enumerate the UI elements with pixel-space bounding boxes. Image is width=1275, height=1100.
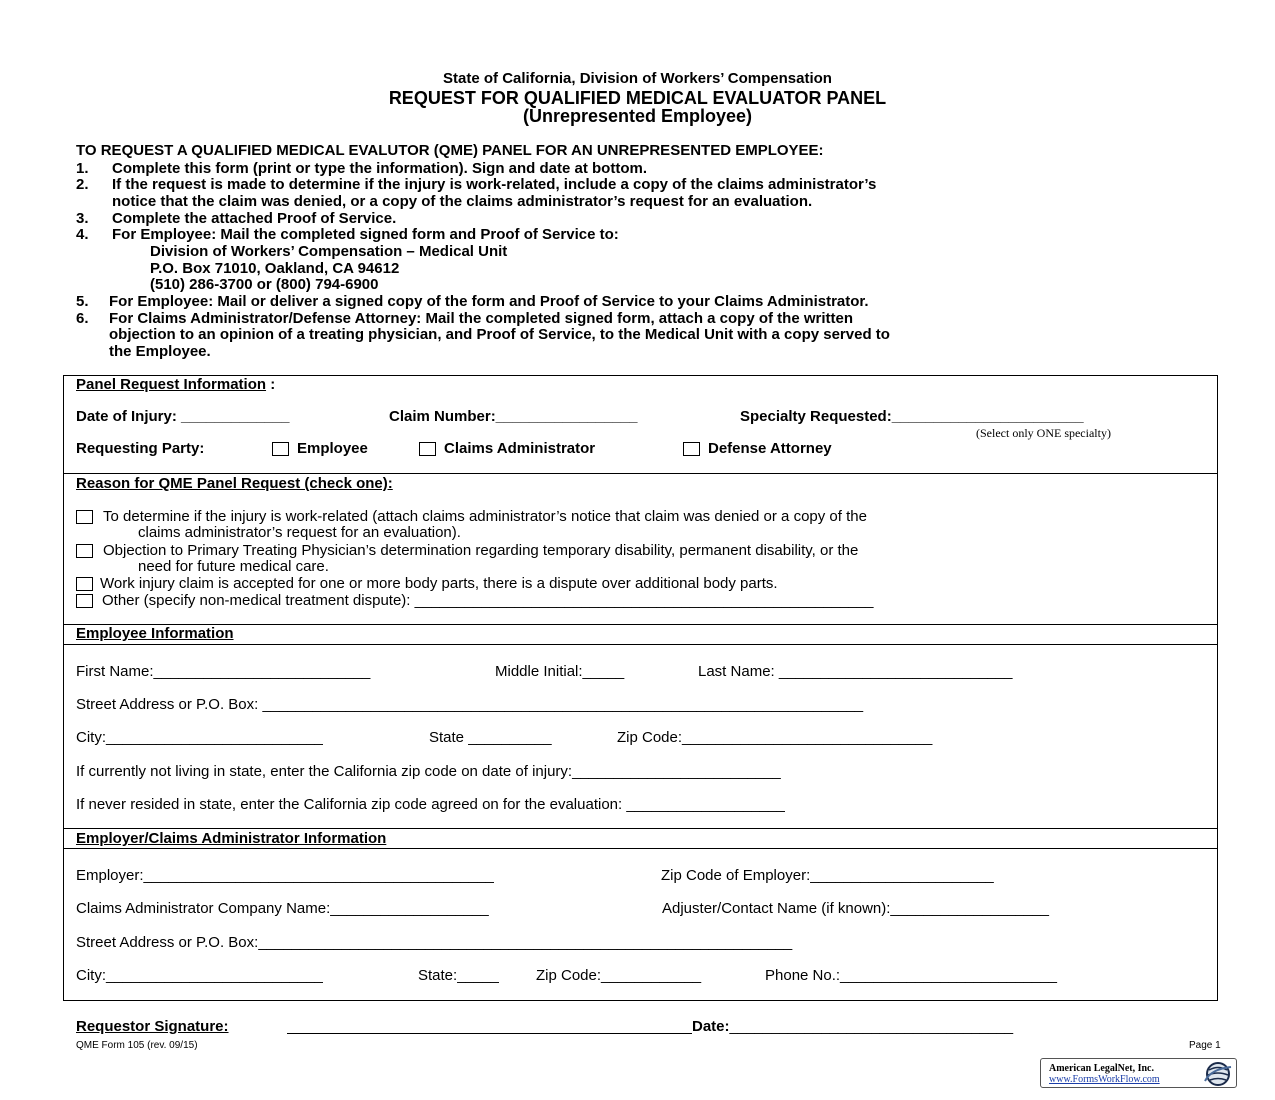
signature-label: Requestor Signature:: [76, 1018, 229, 1035]
phone-field[interactable]: Phone No.:__________________________: [765, 967, 1057, 984]
address-line: P.O. Box 71010, Oakland, CA 94612: [150, 260, 400, 277]
last-name-field[interactable]: Last Name: ____________________________: [698, 663, 1013, 680]
reason-option-work-related[interactable]: To determine if the injury is work-related (attach claims administrator’s notice that claim was denied or a copy of the: [76, 508, 867, 525]
reason-heading: Reason for QME Panel Request (check one):: [76, 475, 393, 492]
divider: [63, 848, 1218, 849]
divider: [63, 828, 1218, 829]
checkbox[interactable]: [272, 442, 289, 456]
instruction-line: 6. For Claims Administrator/Defense Attorney: Mail the completed signed form, attach a copy of the written: [76, 310, 854, 327]
reason-option-objection[interactable]: Objection to Primary Treating Physician’s determination regarding temporary disability, permanent disability, or the: [76, 542, 858, 559]
instruction-line: 2. If the request is made to determine if the injury is work-related, include a copy of the claims administrator’s: [76, 176, 877, 193]
address-line: Division of Workers’ Compensation – Medical Unit: [150, 243, 508, 260]
form-title: REQUEST FOR QUALIFIED MEDICAL EVALUATOR PANEL: [388, 88, 887, 108]
date-field[interactable]: Date:__________________________________: [692, 1018, 1014, 1035]
signature-line[interactable]: [287, 1033, 692, 1034]
instruction-line: 4. For Employee: Mail the completed signed form and Proof of Service to:: [76, 226, 619, 243]
claim-number-field[interactable]: Claim Number:_________________: [389, 408, 638, 425]
checkbox[interactable]: [76, 577, 93, 591]
instruction-line: 1. Complete this form (print or type the information). Sign and date at bottom.: [76, 160, 647, 177]
date-of-injury-field[interactable]: Date of Injury: _____________: [76, 408, 290, 425]
employee-zip-field[interactable]: Zip Code:______________________________: [617, 729, 933, 746]
employer-state-field[interactable]: State:_____: [418, 967, 499, 984]
address-line: (510) 286-3700 or (800) 794-6900: [150, 276, 379, 293]
employer-zip-field[interactable]: Zip Code of Employer:______________________: [661, 867, 994, 884]
party-employee-option[interactable]: Employee: [272, 440, 368, 457]
divider: [63, 473, 1218, 474]
evaluation-zip-field[interactable]: If never resided in state, enter the California zip code agreed on for the evaluation: ___________________: [76, 796, 785, 813]
page-number: Page 1: [1189, 1040, 1221, 1051]
divider: [63, 644, 1218, 645]
company-name-field[interactable]: Claims Administrator Company Name:___________________: [76, 900, 489, 917]
injury-zip-field[interactable]: If currently not living in state, enter the California zip code on date of injury:_________________________: [76, 763, 781, 780]
employee-city-field[interactable]: City:__________________________: [76, 729, 323, 746]
instruction-line: notice that the claim was denied, or a copy of the claims administrator’s request for an evaluation.: [112, 193, 813, 210]
reason-option-other[interactable]: Other (specify non-medical treatment dispute): _______________________________________________________: [76, 592, 873, 609]
employee-street-field[interactable]: Street Address or P.O. Box: ________________________________________________________________________: [76, 696, 864, 713]
checkbox[interactable]: [76, 594, 93, 608]
globe-icon: [1201, 1061, 1235, 1087]
party-claims-admin-option[interactable]: Claims Administrator: [419, 440, 595, 457]
specialty-note: (Select only ONE specialty): [976, 426, 1111, 440]
instructions-heading: TO REQUEST A QUALIFIED MEDICAL EVALUTOR (QME) PANEL FOR AN UNREPRESENTED EMPLOYEE:: [76, 142, 824, 159]
employer-city-field[interactable]: City:__________________________: [76, 967, 323, 984]
logo-url[interactable]: www.FormsWorkFlow.com: [1049, 1074, 1160, 1085]
form-subtitle: (Unrepresented Employee): [522, 106, 753, 126]
instruction-line: 3. Complete the attached Proof of Service.: [76, 210, 397, 227]
requesting-party-label: Requesting Party:: [76, 440, 205, 457]
first-name-field[interactable]: First Name:__________________________: [76, 663, 371, 680]
employer-zip-code-field[interactable]: Zip Code:____________: [536, 967, 702, 984]
middle-initial-field[interactable]: Middle Initial:_____: [495, 663, 625, 680]
employer-field[interactable]: Employer:__________________________________________: [76, 867, 494, 884]
logo-company: American LegalNet, Inc.: [1049, 1063, 1154, 1074]
employee-state-field[interactable]: State __________: [429, 729, 552, 746]
reason-option-body-parts[interactable]: Work injury claim is accepted for one or more body parts, there is a dispute over additional body parts.: [76, 575, 778, 592]
logo: [1040, 1058, 1237, 1088]
employer-street-field[interactable]: Street Address or P.O. Box:________________________________________________________________: [76, 934, 793, 951]
divider: [63, 624, 1218, 625]
checkbox[interactable]: [683, 442, 700, 456]
checkbox[interactable]: [76, 510, 93, 524]
adjuster-field[interactable]: Adjuster/Contact Name (if known):___________________: [662, 900, 1049, 917]
reason-option-text: claims administrator’s request for an evaluation).: [138, 524, 461, 541]
reason-option-text: need for future medical care.: [138, 558, 329, 575]
employee-heading: Employee Information: [76, 625, 234, 642]
agency-name: State of California, Division of Workers’ Compensation: [443, 70, 832, 87]
instruction-line: the Employee.: [109, 343, 211, 360]
panel-request-heading: Panel Request Information :: [76, 376, 276, 393]
party-defense-attorney-option[interactable]: Defense Attorney: [683, 440, 832, 457]
instruction-line: 5. For Employee: Mail or deliver a signed copy of the form and Proof of Service to your Claims Administrator.: [76, 293, 869, 310]
instruction-line: objection to an opinion of a treating physician, and Proof of Service, to the Medical Unit with a copy served to: [109, 326, 890, 343]
employer-heading: Employer/Claims Administrator Information: [76, 830, 387, 847]
checkbox[interactable]: [419, 442, 436, 456]
specialty-field[interactable]: Specialty Requested:_______________________: [740, 408, 1084, 425]
checkbox[interactable]: [76, 544, 93, 558]
form-id: QME Form 105 (rev. 09/15): [76, 1040, 198, 1051]
